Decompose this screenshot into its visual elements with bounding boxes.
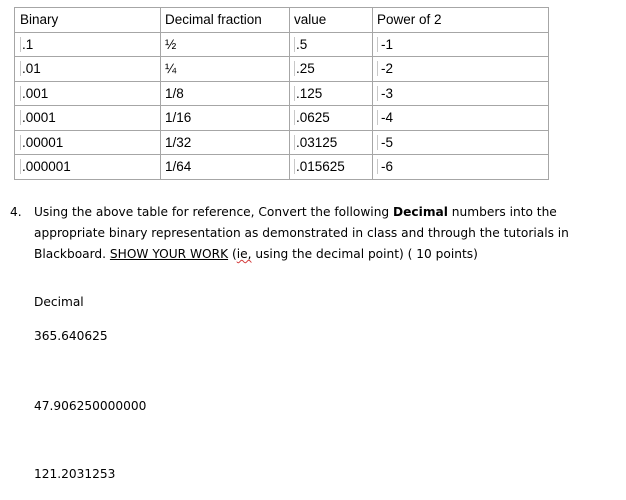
question-4 xyxy=(10,202,570,265)
table-row xyxy=(15,32,549,57)
binary-fraction-table xyxy=(14,7,549,180)
cell-power: -1 xyxy=(373,32,549,57)
question-text-part4: using the decimal point) ( 10 points) xyxy=(251,247,478,261)
number-3: 121.2031253 xyxy=(34,467,116,481)
reference-table-container xyxy=(14,7,549,180)
show-your-work-underlined: SHOW YOUR WORK xyxy=(109,247,229,261)
table-row xyxy=(15,81,549,106)
cell-power: -5 xyxy=(373,130,549,155)
number-2: 47.906250000000 xyxy=(34,399,147,413)
table-row xyxy=(15,130,549,155)
question-text-part3: ( xyxy=(228,247,237,261)
question-text xyxy=(34,202,570,265)
cell-value: .125 xyxy=(290,81,373,106)
cell-power: -2 xyxy=(373,57,549,82)
header-power-of-2: Power of 2 xyxy=(373,8,549,33)
cell-value: .03125 xyxy=(290,130,373,155)
cell-power: -6 xyxy=(373,155,549,180)
number-1: 365.640625 xyxy=(34,329,108,343)
cell-decimal-fraction: 1/8 xyxy=(161,81,290,106)
cell-value: .015625 xyxy=(290,155,373,180)
cell-binary: .0001 xyxy=(15,106,161,131)
cell-decimal-fraction: ½ xyxy=(161,32,290,57)
cell-decimal-fraction: ¼ xyxy=(161,57,290,82)
table-header-row xyxy=(15,8,549,33)
table-row xyxy=(15,155,549,180)
table-row xyxy=(15,106,549,131)
cell-decimal-fraction: 1/16 xyxy=(161,106,290,131)
cell-power: -3 xyxy=(373,81,549,106)
cell-value: .25 xyxy=(290,57,373,82)
spellcheck-ie[interactable]: ie, xyxy=(236,247,252,261)
table-row xyxy=(15,57,549,82)
cell-value: .0625 xyxy=(290,106,373,131)
cell-decimal-fraction: 1/64 xyxy=(161,155,290,180)
cell-power: -4 xyxy=(373,106,549,131)
header-binary: Binary xyxy=(15,8,161,33)
cell-decimal-fraction: 1/32 xyxy=(161,130,290,155)
cell-binary: .000001 xyxy=(15,155,161,180)
cell-binary: .001 xyxy=(15,81,161,106)
question-text-part2: numbers into the appropriate binary representation as demonstrated in class and through the tutorials in Blackboard. xyxy=(34,205,569,261)
cell-binary: .01 xyxy=(15,57,161,82)
cell-value: .5 xyxy=(290,32,373,57)
decimal-heading: Decimal xyxy=(34,295,84,309)
question-number: 4. xyxy=(10,205,22,219)
header-value: value xyxy=(290,8,373,33)
question-text-part1: Using the above table for reference, Convert the following xyxy=(34,205,394,219)
question-bold-decimal: Decimal xyxy=(393,205,448,219)
cell-binary: .00001 xyxy=(15,130,161,155)
header-decimal-fraction: Decimal fraction xyxy=(161,8,290,33)
cell-binary: .1 xyxy=(15,32,161,57)
